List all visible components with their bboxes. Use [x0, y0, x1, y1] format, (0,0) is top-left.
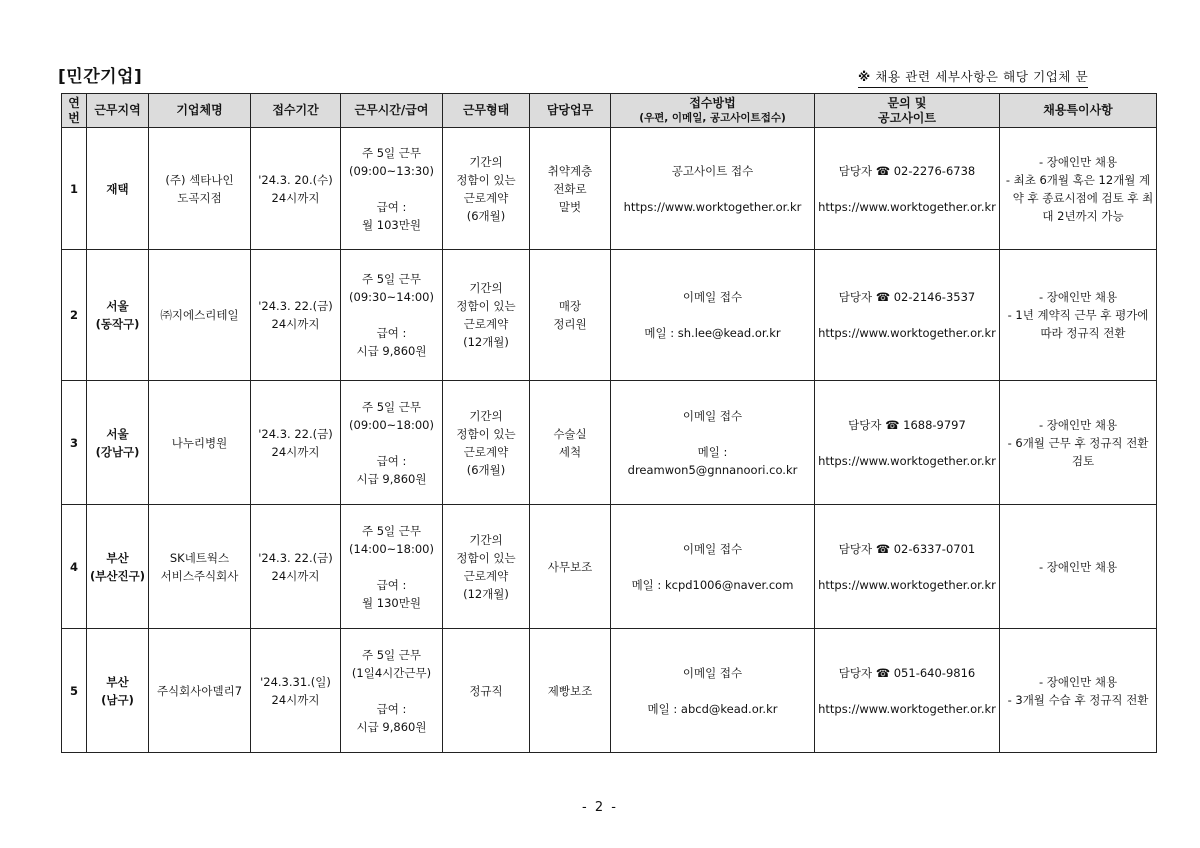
- cell-contact: 담당자 ☎ 051-640-9816 https://www.worktogether.or.kr: [815, 629, 1000, 753]
- cell-company: 나누리병원: [149, 381, 251, 505]
- cell-method: 이메일 접수 메일 : dreamwon5@gnnanoori.co.kr: [611, 381, 815, 505]
- cell-contact: 담당자 ☎ 02-6337-0701 https://www.worktogether.or.kr: [815, 505, 1000, 629]
- header-company: 기업체명: [149, 94, 251, 128]
- cell-region: 부산 (남구): [87, 629, 149, 753]
- cell-period: '24.3.31.(일) 24시까지: [251, 629, 341, 753]
- cell-company: SK네트웍스 서비스주식회사: [149, 505, 251, 629]
- header-region: 근무지역: [87, 94, 149, 128]
- cell-no: 5: [62, 629, 87, 753]
- cell-type: 정규직: [443, 629, 530, 753]
- page-number: - 2 -: [582, 800, 618, 815]
- header-notes: 채용특이사항: [1000, 94, 1157, 128]
- cell-period: '24.3. 22.(금) 24시까지: [251, 381, 341, 505]
- cell-contact: 담당자 ☎ 1688-9797 https://www.worktogether.or.kr: [815, 381, 1000, 505]
- cell-method: 이메일 접수 메일 : kcpd1006@naver.com: [611, 505, 815, 629]
- header-period: 접수기간: [251, 94, 341, 128]
- notice-text: 채용 관련 세부사항은 해당 기업체 문: [875, 69, 1089, 84]
- cell-period: '24.3. 20.(수) 24시까지: [251, 128, 341, 250]
- header-type: 근무형태: [443, 94, 530, 128]
- cell-hours: 주 5일 근무 (14:00~18:00) 급여 : 월 130만원: [341, 505, 443, 629]
- cell-period: '24.3. 22.(금) 24시까지: [251, 505, 341, 629]
- cell-hours: 주 5일 근무 (09:30~14:00) 급여 : 시급 9,860원: [341, 250, 443, 381]
- cell-no: 3: [62, 381, 87, 505]
- notice-mark: ※: [858, 69, 871, 84]
- cell-method: 공고사이트 접수 https://www.worktogether.or.kr: [611, 128, 815, 250]
- cell-type: 기간의 정함이 있는 근로계약 (12개월): [443, 250, 530, 381]
- site-link[interactable]: https://www.worktogether.or.kr: [818, 199, 996, 214]
- cell-notes: - 장애인만 채용: [1000, 505, 1157, 629]
- table-row: [62, 250, 1157, 381]
- cell-duty: 취약계층 전화로 말벗: [530, 128, 611, 250]
- method-email[interactable]: 메일 : abcd@kead.or.kr: [647, 701, 778, 716]
- cell-method: 이메일 접수 메일 : sh.lee@kead.or.kr: [611, 250, 815, 381]
- cell-duty: 수술실 세척: [530, 381, 611, 505]
- site-link[interactable]: https://www.worktogether.or.kr: [818, 453, 996, 468]
- table-row: [62, 381, 1157, 505]
- cell-type: 기간의 정함이 있는 근로계약 (6개월): [443, 128, 530, 250]
- method-email[interactable]: dreamwon5@gnnanoori.co.kr: [627, 462, 798, 477]
- site-link[interactable]: https://www.worktogether.or.kr: [818, 326, 996, 340]
- cell-type: 기간의 정함이 있는 근로계약 (12개월): [443, 505, 530, 629]
- cell-duty: 매장 정리원: [530, 250, 611, 381]
- cell-hours: 주 5일 근무 (1일4시간근무) 급여 : 시급 9,860원: [341, 629, 443, 753]
- table-row: [62, 629, 1157, 753]
- cell-contact: 담당자 ☎ 02-2146-3537 https://www.worktogether.or.kr: [815, 250, 1000, 381]
- cell-hours: 주 5일 근무 (09:00~18:00) 급여 : 시급 9,860원: [341, 381, 443, 505]
- table-row: [62, 505, 1157, 629]
- section-title: [민간기업]: [58, 67, 143, 87]
- cell-no: 1: [62, 128, 87, 250]
- cell-notes: - 장애인만 채용 - 1년 계약직 근무 후 평가에 따라 정규직 전환: [1000, 250, 1157, 381]
- header-contact: 문의 및 공고사이트: [815, 94, 1000, 128]
- table-header-row: [62, 94, 1157, 128]
- header-hours: 근무시간/급여: [341, 94, 443, 128]
- cell-duty: 사무보조: [530, 505, 611, 629]
- cell-region: 재택: [87, 128, 149, 250]
- site-link[interactable]: https://www.worktogether.or.kr: [818, 577, 996, 592]
- cell-period: '24.3. 22.(금) 24시까지: [251, 250, 341, 381]
- cell-company: ㈜지에스리테일: [149, 250, 251, 381]
- header-method: 접수방법 (우편, 이메일, 공고사이트접수): [611, 94, 815, 128]
- table-row: [62, 128, 1157, 250]
- cell-region: 서울 (강남구): [87, 381, 149, 505]
- cell-type: 기간의 정함이 있는 근로계약 (6개월): [443, 381, 530, 505]
- header-no: 연 번: [62, 94, 87, 128]
- cell-method: 이메일 접수 메일 : abcd@kead.or.kr: [611, 629, 815, 753]
- cell-no: 4: [62, 505, 87, 629]
- cell-duty: 제빵보조: [530, 629, 611, 753]
- cell-region: 부산 (부산진구): [87, 505, 149, 629]
- cell-hours: 주 5일 근무 (09:00~13:30) 급여 : 월 103만원: [341, 128, 443, 250]
- cell-contact: 담당자 ☎ 02-2276-6738 https://www.worktogether.or.kr: [815, 128, 1000, 250]
- cell-notes: - 장애인만 채용 - 6개월 근무 후 정규직 전환 검토: [1000, 381, 1157, 505]
- cell-no: 2: [62, 250, 87, 381]
- notice: [858, 67, 1088, 88]
- job-table: [61, 93, 1157, 753]
- cell-company: (주) 섹타나인 도곡지점: [149, 128, 251, 250]
- header-duty: 담당업무: [530, 94, 611, 128]
- method-email[interactable]: 메일 : sh.lee@kead.or.kr: [644, 326, 781, 340]
- cell-notes: - 장애인만 채용 - 3개월 수습 후 정규직 전환: [1000, 629, 1157, 753]
- site-link[interactable]: https://www.worktogether.or.kr: [818, 701, 996, 716]
- cell-region: 서울 (동작구): [87, 250, 149, 381]
- cell-notes: - 장애인만 채용 - 최초 6개월 혹은 12개월 계약 후 종료시점에 검토 후 최대 2년까지 가능: [1000, 128, 1157, 250]
- cell-company: 주식회사아델리7: [149, 629, 251, 753]
- method-email[interactable]: 메일 : kcpd1006@naver.com: [631, 577, 794, 592]
- method-link[interactable]: https://www.worktogether.or.kr: [623, 199, 802, 214]
